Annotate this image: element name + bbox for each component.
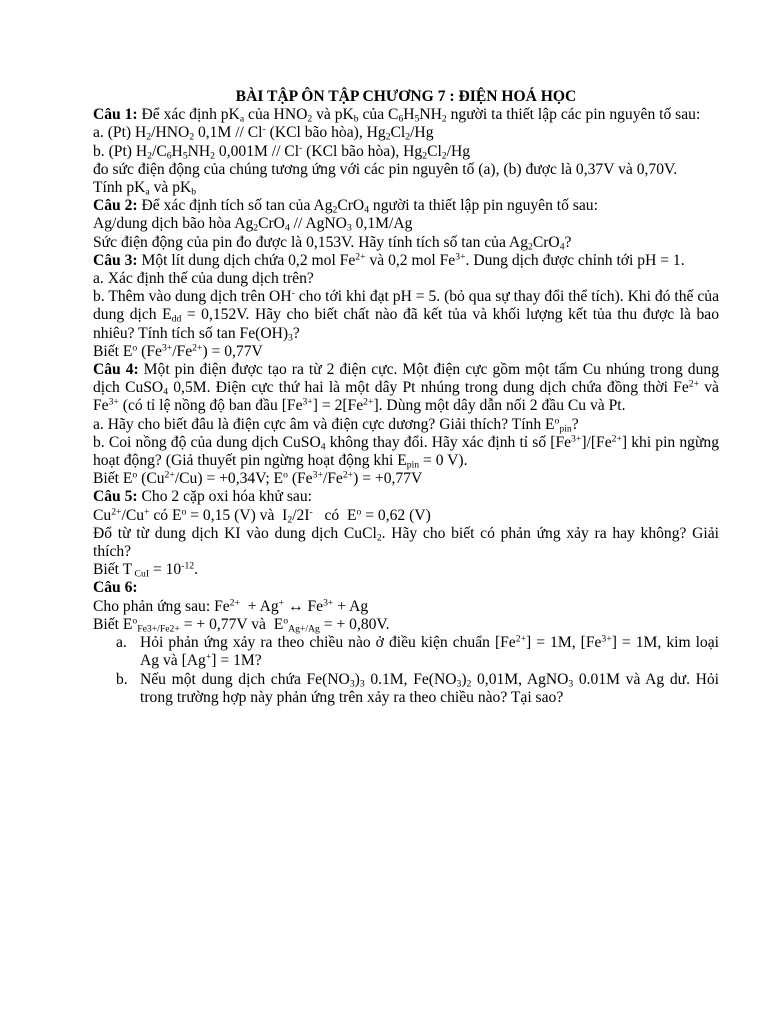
- text: CrO: [532, 233, 560, 251]
- subscript: 3: [288, 332, 293, 344]
- question-2: [93, 197, 719, 252]
- superscript: -: [299, 142, 303, 154]
- question-6-part-b: [93, 671, 719, 707]
- question-3-intro: [93, 252, 719, 270]
- question-3-part-a: a. Xác định thế của dung dịch trên?: [93, 270, 314, 288]
- question-5-given: [93, 561, 719, 579]
- text: /HNO: [151, 124, 190, 142]
- subscript: Fe3+/Fe2+: [137, 623, 180, 635]
- subscript: 6: [398, 113, 404, 125]
- subscript: 4: [284, 222, 290, 234]
- text: NH: [187, 142, 211, 160]
- superscript: 3+: [312, 469, 323, 481]
- superscript: +: [144, 506, 150, 518]
- question-4-intro: [93, 361, 719, 416]
- text: Tính pK: [93, 179, 146, 197]
- text: Một lít dung dịch chứa 0,2 mol Fe: [137, 251, 356, 269]
- text: + Ag: [239, 597, 279, 615]
- text: (Cu: [137, 470, 165, 488]
- subscript: pin: [406, 459, 420, 471]
- text: Một pin điện được tạo ra từ 2 điện cực. Một điện cực gồm một tấm Cu nhúng trong dung dịch CuSO: [93, 361, 719, 397]
- superscript: 3+: [323, 597, 334, 609]
- superscript: o: [132, 342, 138, 354]
- subscript: 5: [414, 113, 420, 125]
- superscript: 3+: [108, 397, 119, 409]
- subscript: dd: [171, 313, 182, 325]
- text: ]. Dùng một dây dẫn nối 2 đầu Cu và Pt.: [373, 397, 626, 415]
- text: ] khi pin ngừng hoạt động? (Giả thuyết pin ngừng hoạt động khi E: [93, 433, 719, 470]
- text: Biết T: [93, 561, 133, 579]
- question-4: [93, 361, 719, 488]
- text: 0,1M/Ag: [351, 215, 413, 233]
- text: ?: [564, 233, 572, 251]
- subscript: 2: [385, 131, 391, 143]
- subscript: 5: [182, 150, 188, 162]
- question-4-part-a: [93, 416, 719, 434]
- text: 0,001M // Cl: [215, 142, 300, 160]
- subscript: 2: [147, 150, 152, 162]
- subscript: b: [353, 113, 359, 125]
- question-label: Câu 6:: [93, 579, 138, 597]
- text: (có tỉ lệ nồng độ ban đầu [Fe: [118, 397, 303, 415]
- superscript: 2+: [355, 251, 366, 263]
- subscript: 3: [456, 677, 462, 689]
- text: của C: [358, 106, 399, 124]
- text: Cu: [93, 506, 112, 524]
- superscript: o: [356, 506, 362, 518]
- text: 0,5M. Điện cực thứ hai là một dây Pt nhúng trong dung dịch chứa đồng thời Fe: [168, 379, 689, 397]
- superscript: 3+: [455, 251, 466, 263]
- text: (KCl bão hòa), Hg: [302, 142, 423, 160]
- text: Hỏi phản ứng xảy ra theo chiều nào ở điều kiện chuẩn [Fe: [140, 634, 516, 652]
- superscript: 2+: [363, 397, 374, 409]
- text: /Fe: [172, 342, 193, 360]
- subscript: 4: [559, 241, 565, 253]
- document-body: [93, 88, 719, 707]
- subscript: pin: [559, 423, 572, 435]
- text: /Cu) = +0,34V; E: [174, 470, 284, 488]
- question-6-parts: [93, 634, 719, 707]
- subscript: 3: [568, 677, 574, 689]
- text: Cl: [427, 142, 442, 160]
- subscript: b: [191, 186, 197, 198]
- list-marker: a.: [116, 634, 127, 652]
- superscript: o: [132, 615, 138, 627]
- text: Biết E: [93, 615, 133, 633]
- text: a. Hãy cho biết đâu là điện cực âm và điện cực dương? Giải thích? Tính E: [93, 415, 555, 433]
- text: Cho phản ứng sau: Fe: [93, 597, 230, 615]
- text: . Dung dịch được chỉnh tới pH = 1.: [465, 251, 685, 269]
- text: ) = 0,77V: [202, 342, 263, 360]
- text: cho tới khi đạt pH = 5. (bỏ qua sự thay đổi thể tích). Khi đó thế của dung dịch E: [93, 288, 719, 324]
- superscript: o: [283, 469, 288, 481]
- question-5-ask: [93, 525, 719, 561]
- question-label: Câu 1:: [93, 106, 138, 124]
- text: = + 0,80V.: [319, 615, 390, 633]
- question-label: Câu 3:: [93, 251, 138, 269]
- text: 0,01M, AgNO: [471, 670, 569, 688]
- text: ] = 2[Fe: [312, 397, 364, 415]
- superscript: -: [262, 124, 266, 136]
- question-3: [93, 252, 719, 361]
- text: + Ag: [333, 597, 369, 615]
- text: (Fe: [137, 342, 162, 360]
- question-6-given: [93, 616, 719, 634]
- superscript: o: [132, 469, 138, 481]
- text: có E: [149, 506, 182, 524]
- question-3-given: [93, 343, 719, 361]
- question-4-given: [93, 470, 719, 488]
- subscript: 2: [287, 514, 293, 526]
- superscript: 2+: [342, 469, 354, 481]
- superscript: 2+: [192, 342, 203, 354]
- superscript: o: [283, 615, 289, 627]
- text: (Fe: [287, 470, 313, 488]
- text: CrO: [258, 215, 285, 233]
- superscript: -: [309, 506, 313, 518]
- text: ] = 1M, [Fe: [526, 634, 602, 652]
- question-1-measurement: đo sức điện động của chúng tương ứng với các pin nguyên tố (a), (b) được là 0,37V và 0,70V.: [93, 160, 678, 178]
- text: Đổ từ từ dung dịch KI vào dung dịch CuCl: [93, 524, 377, 542]
- text: /Cu: [121, 506, 145, 524]
- text: 0,1M // Cl: [194, 124, 263, 142]
- subscript: 2: [146, 131, 152, 143]
- text: ?: [292, 324, 300, 342]
- text: Để xác định pK: [137, 106, 240, 124]
- text: /C: [151, 142, 167, 160]
- text: và pK: [149, 179, 192, 197]
- subscript: 4: [320, 441, 326, 453]
- question-6-part-a: [93, 634, 719, 670]
- text: /Hg: [446, 142, 471, 160]
- subscript: 2: [253, 222, 259, 234]
- text: = 0,62 (V): [361, 506, 431, 524]
- subscript: Ag+/Ag: [288, 623, 320, 635]
- question-label: Câu 2:: [93, 197, 138, 215]
- text: b. Coi nồng độ của dung dịch CuSO: [93, 433, 321, 451]
- text: = + 0,77V và E: [179, 615, 284, 633]
- text: Ag/dung dịch bão hòa Ag: [93, 215, 254, 233]
- question-1-cell-b: [93, 143, 719, 161]
- superscript: -12: [181, 560, 195, 572]
- text: Nếu một dung dịch chứa Fe(NO: [140, 670, 350, 688]
- superscript: 3+: [302, 397, 313, 409]
- text: 0.01M và Ag dư. Hỏi trong trường hợp này phản ứng trên xảy ra theo chiều nào? Tại sao?: [140, 670, 719, 706]
- superscript: 2+: [515, 633, 527, 645]
- text: NH: [419, 106, 442, 124]
- subscript: 2: [307, 113, 313, 125]
- text: /2I: [292, 506, 310, 524]
- text: Cho 2 cặp oxi hóa khử sau:: [137, 488, 312, 506]
- text: a. (Pt) H: [93, 124, 147, 142]
- list-marker: b.: [116, 670, 128, 688]
- text: = 0 V).: [419, 452, 468, 470]
- superscript: +: [205, 651, 212, 663]
- text: không thay đổi. Hãy xác định tỉ số [Fe: [325, 433, 572, 451]
- text: Cl: [390, 124, 406, 142]
- subscript: 2: [405, 131, 411, 143]
- question-2-cell: [93, 215, 719, 233]
- superscript: +: [278, 597, 285, 609]
- subscript: CuI: [132, 568, 150, 580]
- text: = 10: [149, 561, 182, 579]
- question-label: Câu 4:: [93, 361, 139, 379]
- text: b. (Pt) H: [93, 142, 148, 160]
- text: . Hãy cho biết có phản ứng xảy ra hay không? Giải thích?: [93, 524, 719, 561]
- text: .: [194, 561, 199, 579]
- text: // AgNO: [289, 215, 347, 233]
- superscript: 3+: [601, 633, 612, 645]
- subscript: 2: [422, 150, 428, 162]
- question-3-part-b: [93, 288, 719, 343]
- text: Để xác định tích số tan của Ag: [137, 197, 333, 215]
- subscript: 3: [359, 677, 365, 689]
- subscript: 2: [441, 113, 447, 125]
- subscript: 4: [163, 386, 169, 398]
- superscript: o: [554, 415, 560, 427]
- text: /Hg: [410, 124, 434, 142]
- text: CrO: [337, 197, 365, 215]
- superscript: 2+: [229, 597, 240, 609]
- text: của HNO: [244, 106, 308, 124]
- superscript: 3+: [161, 342, 173, 354]
- question-1-ask: [93, 179, 719, 197]
- text: người ta thiết lập pin nguyên tố sau:: [369, 197, 598, 215]
- superscript: 2+: [164, 469, 175, 481]
- subscript: 2: [189, 131, 195, 143]
- text: và pK: [312, 106, 354, 124]
- text: H: [403, 106, 415, 124]
- text: ] = 1M?: [211, 652, 262, 670]
- question-6: [93, 579, 719, 706]
- subscript: 6: [166, 150, 172, 162]
- text: và Fe: [93, 379, 719, 415]
- question-label: Câu 5:: [93, 488, 138, 506]
- subscript: 3: [349, 677, 355, 689]
- subscript: 2: [376, 532, 382, 544]
- subscript: 4: [364, 204, 370, 216]
- question-5-intro: [93, 488, 719, 506]
- superscript: -: [291, 287, 295, 299]
- text: = 0,152V. Hãy cho biết chất nào đã kết tủa và khối lượng kết tủa thu được là bao nhiêu? Tính tích số tan Fe(OH): [93, 306, 720, 342]
- text: ?: [571, 415, 579, 433]
- subscript: 2: [441, 150, 447, 162]
- text: /Fe: [322, 470, 343, 488]
- question-5-redox-pairs: [93, 507, 719, 525]
- text: ): [461, 670, 467, 688]
- text: người ta thiết lập các pin nguyên tố sau:: [446, 106, 701, 124]
- text: ]/[Fe: [581, 433, 612, 451]
- text: ) = +0,77V: [353, 470, 423, 488]
- question-1-intro: [93, 106, 719, 124]
- superscript: 2+: [111, 506, 122, 518]
- text: = 0,15 (V) và I: [186, 506, 288, 524]
- question-5: [93, 488, 719, 579]
- question-2-ask: [93, 234, 719, 252]
- subscript: 2: [210, 150, 215, 162]
- text: H: [171, 142, 183, 160]
- question-6-reaction: [93, 598, 719, 616]
- text: (KCl bão hòa), Hg: [265, 124, 386, 142]
- text: 0.1M, Fe(NO: [364, 670, 457, 688]
- question-1: [93, 106, 719, 197]
- question-4-part-b: [93, 434, 719, 470]
- text: Biết E: [93, 470, 133, 488]
- question-1-cell-a: [93, 124, 719, 142]
- superscript: o: [181, 506, 187, 518]
- subscript: 2: [528, 241, 533, 253]
- subscript: a: [145, 186, 150, 198]
- document-title: BÀI TẬP ÔN TẬP CHƯƠNG 7 : ĐIỆN HOÁ HỌC: [235, 88, 577, 105]
- superscript: 2+: [611, 433, 622, 445]
- subscript: a: [239, 113, 245, 125]
- subscript: 2: [332, 204, 338, 216]
- question-2-intro: [93, 197, 719, 215]
- subscript: 3: [346, 222, 352, 234]
- text: có E: [312, 506, 357, 524]
- text: ↔ Fe: [284, 597, 324, 615]
- superscript: 2+: [688, 378, 700, 390]
- superscript: 3+: [571, 433, 582, 445]
- text: b. Thêm vào dung dịch trên OH: [93, 288, 292, 306]
- text: và 0,2 mol Fe: [365, 251, 456, 269]
- text: ] = 1M, kim loại Ag và [Ag: [140, 634, 719, 670]
- subscript: 2: [466, 677, 472, 689]
- text: Biết E: [93, 342, 133, 360]
- text: ): [354, 670, 360, 688]
- text: Sức điện động của pin đo được là 0,153V. Hãy tính tích số tan của Ag: [93, 233, 528, 251]
